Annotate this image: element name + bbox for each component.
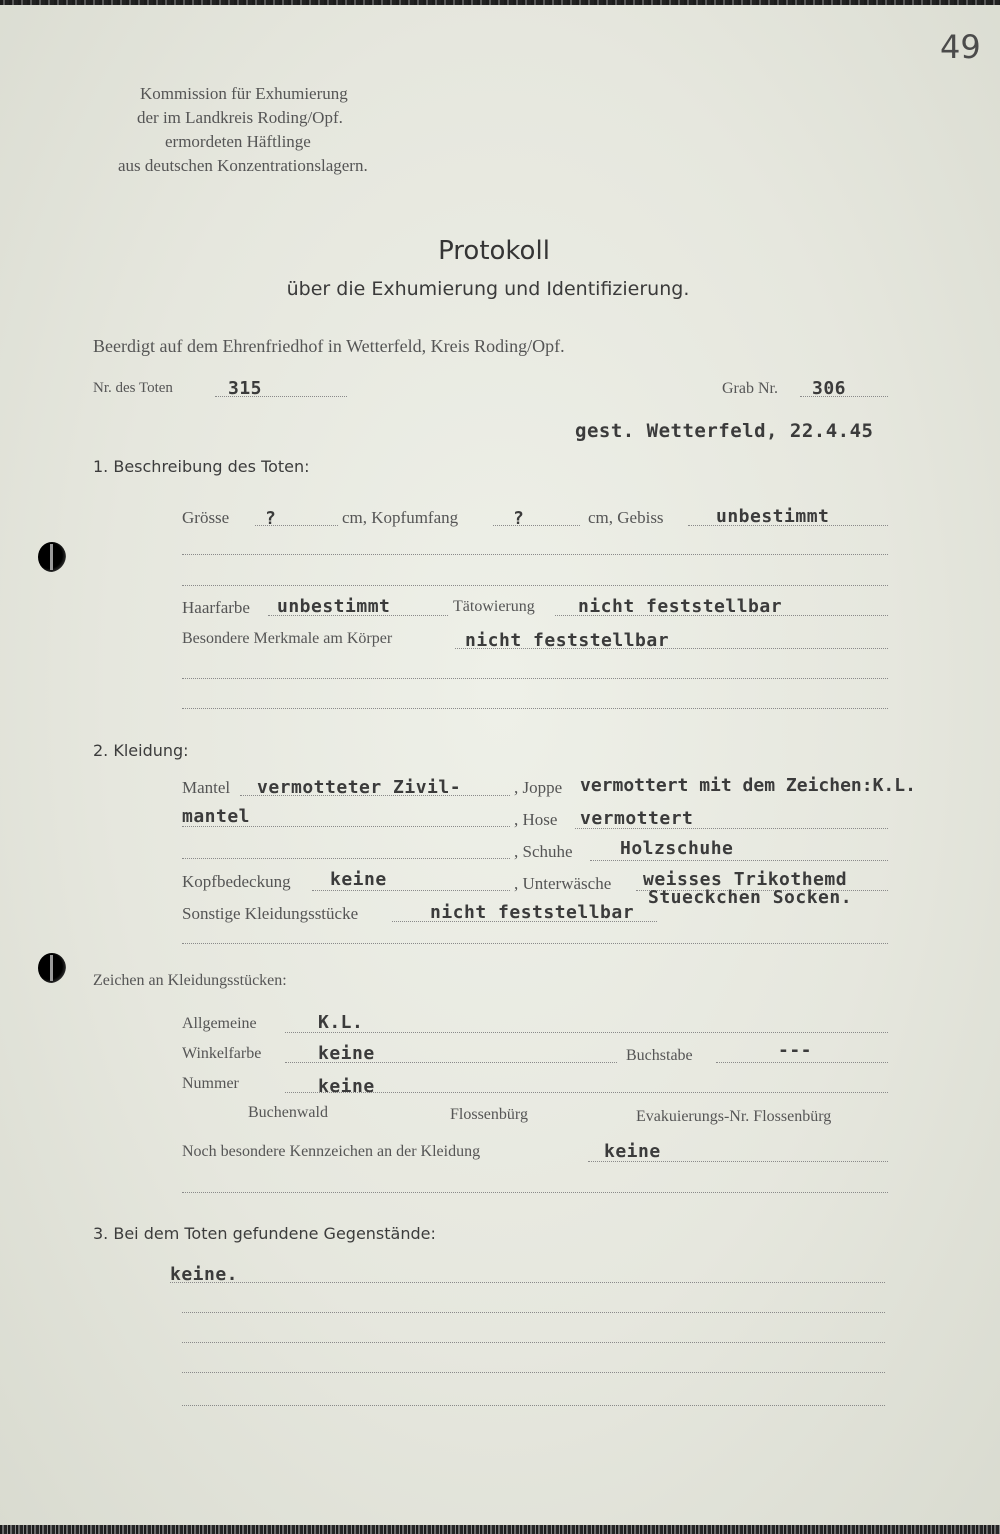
column-flossenbuerg: Flossenbürg [450,1106,528,1123]
blank-line [182,1192,888,1193]
punch-hole [38,542,66,572]
commission-line-3: ermordeten Häftlinge [165,132,311,151]
commission-line-4: aus deutschen Konzentrationslagern. [118,156,368,175]
mantel-line-2 [182,826,510,827]
blank-line [182,1342,885,1343]
blank-line [182,1372,885,1373]
joppe-label: , Joppe [514,778,563,797]
unterwaesche-value: weisses Trikothemd [643,869,848,890]
section3-heading: 3. Bei dem Toten gefundene Gegenstände: [93,1224,436,1243]
nummer-line [285,1092,888,1093]
commission-line-2: der im Landkreis Roding/Opf. [137,108,343,127]
grave-no-label: Grab Nr. [722,380,778,397]
dead-no-label: Nr. des Toten [93,380,173,396]
schuhe-value: Holzschuhe [620,838,734,859]
winkelfarbe-label: Winkelfarbe [182,1045,262,1062]
noch-label: Noch besondere Kennzeichen an der Kleidung [182,1143,481,1160]
section2-heading: 2. Kleidung: [93,741,189,760]
kopfbedeckung-value: keine [330,869,387,890]
buchstabe-value: --- [778,1040,813,1061]
gebiss-value: unbestimmt [716,506,830,527]
merkmale-label: Besondere Merkmale am Körper [182,630,393,647]
grave-no-value: 306 [812,378,847,399]
cm-gebiss-label: cm, Gebiss [588,508,664,527]
mantel-value: vermotteter Zivil- [257,777,462,798]
noch-value: keine [604,1141,661,1162]
scan-edge-top [0,0,1000,5]
allgemeine-line [285,1032,888,1033]
sonstige-label: Sonstige Kleidungsstücke [182,904,359,923]
groesse-label: Grösse [182,508,230,527]
haarfarbe-value: unbestimmt [277,596,391,617]
page-subtitle: über die Exhumierung und Identifizierung. [286,278,690,300]
blank-line [182,943,888,944]
commission-line-1: Kommission für Exhumierung [140,84,348,103]
page-number: 49 [940,28,981,66]
taetowierung-label: Tätowierung [453,598,535,615]
blank-line [182,708,888,709]
nummer-label: Nummer [182,1075,239,1092]
column-evakuierungs-nr: Evakuierungs-Nr. Flossenbürg [636,1108,832,1125]
allgemeine-value: K.L. [318,1012,364,1033]
blank-line [182,554,888,555]
unterwaesche-label: , Unterwäsche [514,874,612,893]
taetowierung-value: nicht feststellbar [578,596,783,617]
joppe-value: vermottert mit dem Zeichen:K.L. [580,775,916,796]
scan-edge-bottom [0,1525,1000,1534]
section1-heading: 1. Beschreibung des Toten: [93,457,310,476]
cm-kopfumfang-label: cm, Kopfumfang [342,508,459,527]
kopfbedeckung-label: Kopfbedeckung [182,872,291,891]
allgemeine-label: Allgemeine [182,1015,257,1032]
nummer-value: keine [318,1076,375,1097]
blank-line [182,585,888,586]
buchstabe-line [716,1062,888,1063]
section3-line [170,1282,885,1283]
kopfbedeckung-line [312,890,510,891]
merkmale-value: nicht feststellbar [465,630,670,651]
unterwaesche-value-continued: Stueckchen Socken. [648,887,853,908]
mantel-label: Mantel [182,778,231,797]
sonstige-value: nicht feststellbar [430,902,635,923]
blank-line [182,1312,885,1313]
page-title: Protokoll [438,236,550,266]
kopfumfang-line [493,525,580,526]
buried-at: Beerdigt auf dem Ehrenfriedhof in Wetterfeld, Kreis Roding/Opf. [93,336,565,356]
section3-value: keine. [170,1264,239,1285]
grave-no-line [800,396,888,397]
groesse-value: ? [265,508,277,529]
dead-no-value: 315 [228,378,263,399]
hose-value: vermottert [580,808,694,829]
dead-no-line [215,396,347,397]
schuhe-line [590,860,888,861]
buchstabe-label: Buchstabe [626,1047,693,1064]
kopfumfang-value: ? [513,508,525,529]
punch-hole [38,953,66,983]
died-note: gest. Wetterfeld, 22.4.45 [575,420,874,442]
winkelfarbe-value: keine [318,1043,375,1064]
haarfarbe-label: Haarfarbe [182,598,250,617]
mantel-value-continued: mantel [182,806,251,827]
blank-line [182,678,888,679]
hose-label: , Hose [514,810,558,829]
column-buchenwald: Buchenwald [248,1104,328,1121]
marks-heading: Zeichen an Kleidungsstücken: [93,972,287,989]
blank-line [182,858,510,859]
blank-line [182,1405,885,1406]
schuhe-label: , Schuhe [514,842,573,861]
